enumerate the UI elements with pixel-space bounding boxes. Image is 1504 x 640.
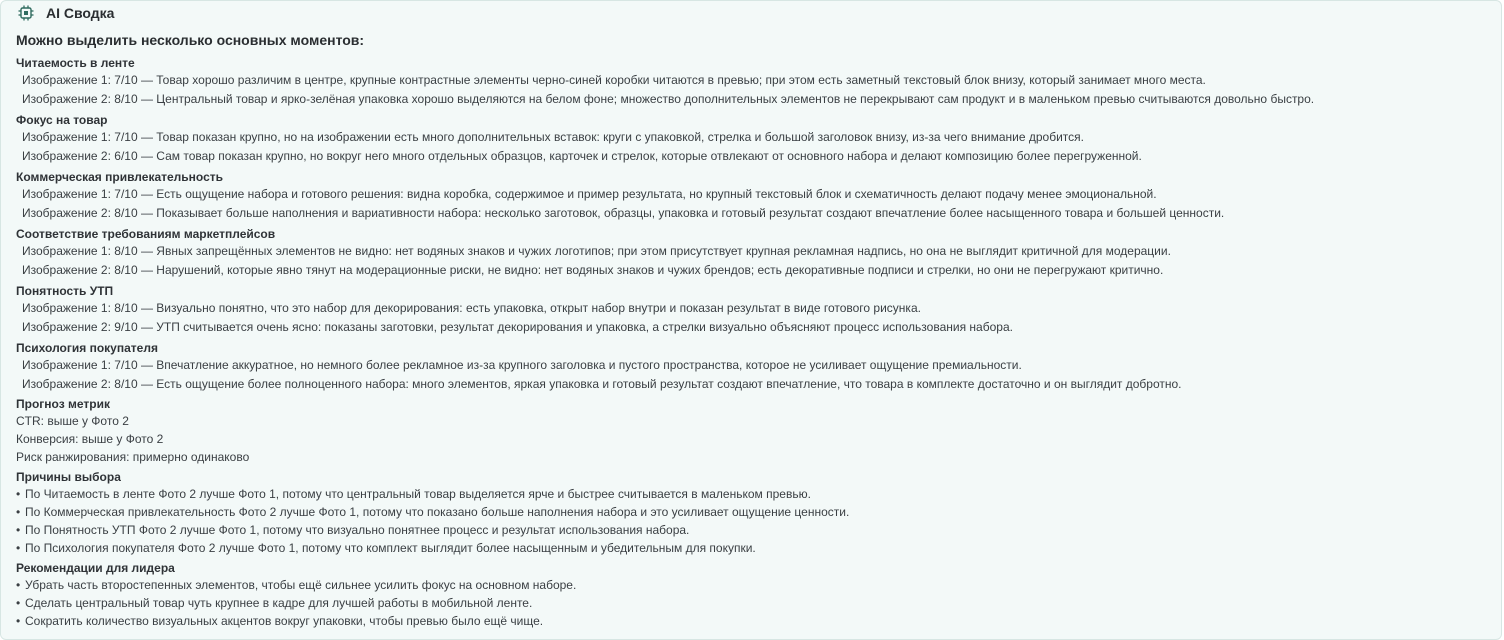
criterion-score-line: Изображение 1: 7/10 — Товар показан крупно, но на изображении есть много дополнительных вставок: круги с упаковкой, стрелка и большой заголовок внизу, из-за чего внимание дробится. (22, 130, 1084, 144)
criterion-score-line: Изображение 2: 8/10 — Нарушений, которые явно тянут на модерационные риски, не видно: нет водяных знаков и чужих брендов; есть декоративные подписи и стрелки, но они не перегружают критично. (22, 262, 1164, 277)
list-item (16, 503, 1491, 521)
list-item (16, 539, 1491, 557)
list-item (16, 485, 1491, 503)
list-item (16, 576, 1491, 594)
criterion-score-line: Изображение 1: 7/10 — Есть ощущение набора и готового решения: видна коробка, содержимое и пример результата, но крупный текстовый блок и схематичность делают подачу менее эмоциональной. (22, 187, 1157, 201)
criterion-score-line: Изображение 2: 8/10 — Показывает больше наполнения и вариативности набора: несколько заготовок, образцы, упаковка и готовый результат создают впечатление более насыщенного товара и большей ценности. (22, 205, 1225, 220)
reasons-title: Причины выбора (16, 470, 121, 484)
criterion-score-line: Изображение 1: 7/10 — Впечатление аккуратное, но немного более рекламное из-за крупного заголовка и пустого пространства, которое не усиливает ощущение премиальности. (22, 358, 1022, 372)
list-item (16, 594, 1491, 612)
criterion-section (16, 112, 1491, 165)
criterion-title: Фокус на товар (16, 113, 108, 127)
panel-title: AI Сводка (46, 5, 115, 21)
list-item-text: По Понятность УТП Фото 2 лучше Фото 1, потому что визуально понятнее процесс и результат использования набора. (25, 523, 690, 537)
panel-header (17, 4, 114, 22)
bullet: • (16, 541, 21, 555)
reasons-section (16, 469, 1491, 557)
criterion-title: Коммерческая привлекательность (16, 170, 224, 184)
criterion-section (16, 169, 1491, 222)
metrics-title: Прогноз метрик (16, 397, 110, 411)
criterion-score-line: Изображение 1: 8/10 — Явных запрещённых элементов не видно: нет водяных знаков и чужих логотипов; при этом присутствует крупная рекламная надпись, но она не выглядит критичной для модерации. (22, 244, 1171, 258)
list-item-text: Сделать центральный товар чуть крупнее в кадре для лучшей работы в мобильной ленте. (25, 596, 533, 610)
list-item-text: По Коммерческая привлекательность Фото 2 лучше Фото 1, потому что показано больше наполнения набора и это усиливает ощущение ценности. (25, 505, 850, 519)
summary-content (16, 31, 1491, 630)
bullet: • (16, 487, 21, 501)
criterion-score-line: Изображение 1: 8/10 — Визуально понятно, что это набор для декорирования: есть упаковка, открыт набор внутри и показан результат в виде готового рисунка. (22, 301, 921, 315)
list-item-text: По Психология покупателя Фото 2 лучше Фото 1, потому что комплект выглядит более насыщенным и убедительным для покупки. (25, 541, 756, 555)
criterion-score-line: Изображение 2: 8/10 — Центральный товар и ярко-зелёная упаковка хорошо выделяются на белом фоне; множество дополнительных элементов не перекрывают сам продукт и в маленьком превью считываются довольно быстро. (22, 91, 1315, 106)
metric-ranking-risk: Риск ранжирования: примерно одинаково (16, 450, 250, 464)
criterion-title: Соответствие требованиям маркетплейсов (16, 227, 276, 241)
metric-conversion: Конверсия: выше у Фото 2 (16, 432, 164, 446)
bullet: • (16, 614, 21, 628)
bullet: • (16, 578, 21, 592)
list-item-text: Сократить количество визуальных акцентов вокруг упаковки, чтобы превью было ещё чище. (25, 614, 544, 628)
criterion-score-line: Изображение 2: 6/10 — Сам товар показан крупно, но вокруг него много отдельных образцов, карточек и стрелок, которые отвлекают от основного набора и делают композицию более перегруженной. (22, 148, 1142, 163)
summary-intro: Можно выделить несколько основных моментов: (16, 32, 365, 48)
list-item (16, 521, 1491, 539)
criterion-title: Читаемость в ленте (16, 56, 135, 70)
bullet: • (16, 596, 21, 610)
criterion-title: Понятность УТП (16, 284, 114, 298)
metric-ctr: CTR: выше у Фото 2 (16, 414, 129, 428)
criterion-score-line: Изображение 2: 9/10 — УТП считывается очень ясно: показаны заготовки, результат декорирования и упаковка, а стрелки визуально объясняют процесс использования набора. (22, 319, 1013, 334)
list-item-text: По Читаемость в ленте Фото 2 лучше Фото 1, потому что центральный товар выделяется ярче и быстрее считывается в маленьком превью. (25, 487, 811, 501)
metrics-section (16, 396, 1491, 466)
criterion-score-line: Изображение 2: 8/10 — Есть ощущение более полноценного набора: много элементов, яркая упаковка и готовый результат создают впечатление, что товара в комплекте достаточно и он выглядит добротно. (22, 376, 1182, 391)
recommendations-section (16, 560, 1491, 630)
bullet: • (16, 523, 21, 537)
chip-icon (17, 4, 35, 22)
recommendations-title: Рекомендации для лидера (16, 561, 175, 575)
list-item (16, 612, 1491, 630)
list-item-text: Убрать часть второстепенных элементов, чтобы ещё сильнее усилить фокус на основном наборе. (25, 578, 577, 592)
criterion-title: Психология покупателя (16, 341, 158, 355)
criterion-score-line: Изображение 1: 7/10 — Товар хорошо различим в центре, крупные контрастные элементы черно-синей коробки читаются в превью; при этом есть заметный текстовый блок внизу, который занимает много места. (22, 73, 1206, 87)
criterion-section (16, 226, 1491, 279)
criterion-section (16, 340, 1491, 393)
criterion-section (16, 55, 1491, 108)
bullet: • (16, 505, 21, 519)
criterion-section (16, 283, 1491, 336)
